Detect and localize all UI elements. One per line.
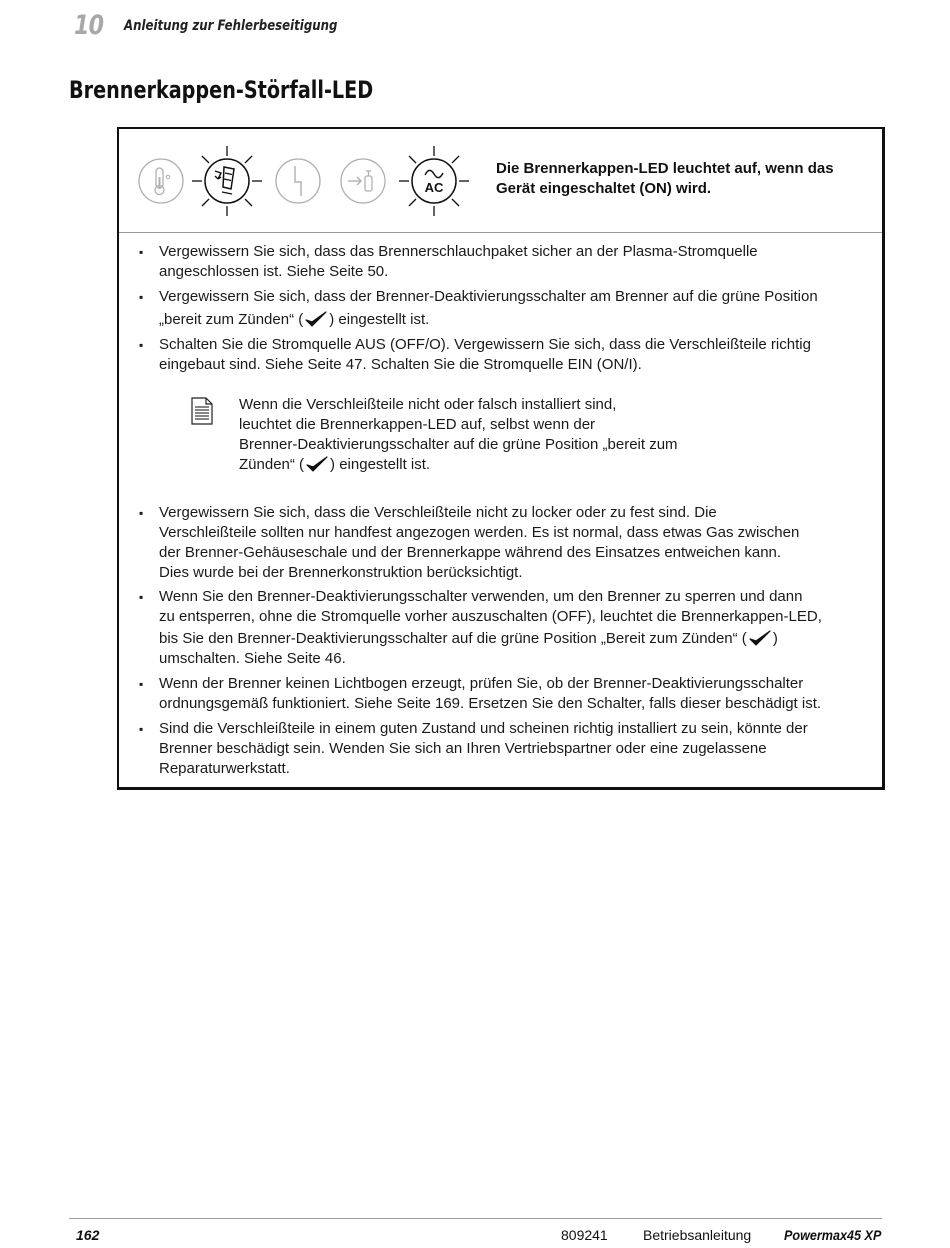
chapter-number: 10 [74, 10, 104, 41]
list-item: ▪ Vergewissern Sie sich, dass die Verschleißteile nicht zu locker oder zu fest sind. Die Verschleißteile sollten nur handfest angezogen werden. Es ist normal, dass etwas Gas zwischen der Brenner-Gehäuseschale und der Brennerkappe während des Einsatzes entweichen kann. Dies wurde bei der Brennerkonstruktion berücksichtigt. [139, 504, 800, 581]
bullet-marker: ▪ [139, 245, 144, 259]
gas-pressure-led-icon [339, 157, 387, 205]
led-status-panel [119, 129, 882, 233]
bullet-marker: ▪ [139, 722, 144, 736]
product-name: Powermax45 XP [784, 1227, 882, 1243]
ac-label: AC [424, 180, 444, 195]
list-item: ▪ Wenn Sie den Brenner-Deaktivierungsschalter verwenden, um den Brenner zu sperren und dann zu entsperren, ohne die Stromquelle vorher auszuschalten (OFF), leuchtet die Brennerkappen-LED, bis Sie den Brenner-Deaktivierungsschalter auf die grüne Position „Bereit zum Zünden“ ( ) umschalten. Siehe Seite 46. [139, 588, 822, 667]
temperature-led-icon [137, 157, 185, 205]
ac-power-led-icon [398, 145, 470, 217]
footer-divider [69, 1218, 882, 1219]
note-text: Wenn die Verschleißteile nicht oder falsch installiert sind, leuchtet die Brennerkappen-LED auf, selbst wenn der Brenner-Deaktivierungsschalter auf die grüne Position „bereit zum Zünden“ ( ) eingestellt ist. [239, 396, 678, 473]
list-item: ▪ Vergewissern Sie sich, dass das Brennerschlauchpaket sicher an der Plasma-Stromquelle angeschlossen ist. Siehe Seite 50. [139, 243, 758, 280]
troubleshooting-box [117, 127, 885, 790]
bullet-marker: ▪ [139, 590, 144, 604]
bullet-marker: ▪ [139, 290, 144, 304]
document-type: Betriebsanleitung [643, 1227, 752, 1243]
checkmark-icon [305, 455, 329, 473]
checkmark-icon [304, 310, 328, 328]
document-number: 809241 [561, 1227, 608, 1243]
list-item: ▪ Vergewissern Sie sich, dass der Brenner-Deaktivierungsschalter am Brenner auf die grüne Position „bereit zum Zünden“ ( ) eingestellt ist. [139, 288, 818, 328]
bullet-marker: ▪ [139, 506, 144, 520]
bullet-marker: ▪ [139, 338, 144, 352]
list-item: ▪ Schalten Sie die Stromquelle AUS (OFF/O). Vergewissern Sie sich, dass die Verschleißteile richtig eingebaut sind. Siehe Seite 47. Schalten Sie die Stromquelle EIN (ON/I). [139, 336, 811, 373]
list-item: ▪ Sind die Verschleißteile in einem guten Zustand und scheinen richtig installiert zu sein, könnte der Brenner beschädigt sein. Wenden Sie sich an Ihren Vertriebspartner oder eine zugelassene Reparaturwerkstatt. [139, 720, 808, 777]
fault-led-icon [274, 157, 322, 205]
checkmark-icon [748, 629, 772, 647]
torch-cap-led-icon [191, 145, 263, 217]
page-number: 162 [76, 1227, 100, 1243]
list-item: ▪ Wenn der Brenner keinen Lichtbogen erzeugt, prüfen Sie, ob der Brenner-Deaktivierungsschalter ordnungsgemäß funktioniert. Siehe Seite 169. Ersetzen Sie den Schalter, falls dieser beschädigt ist. [139, 675, 822, 712]
chapter-title: Anleitung zur Fehlerbeseitigung [124, 18, 338, 34]
note-icon [191, 397, 213, 425]
bullet-marker: ▪ [139, 677, 144, 691]
section-title: Brennerkappen-Störfall-LED [69, 76, 374, 104]
led-status-message: Die Brennerkappen-LED leuchtet auf, wenn das Gerät eingeschaltet (ON) wird. [496, 160, 834, 197]
